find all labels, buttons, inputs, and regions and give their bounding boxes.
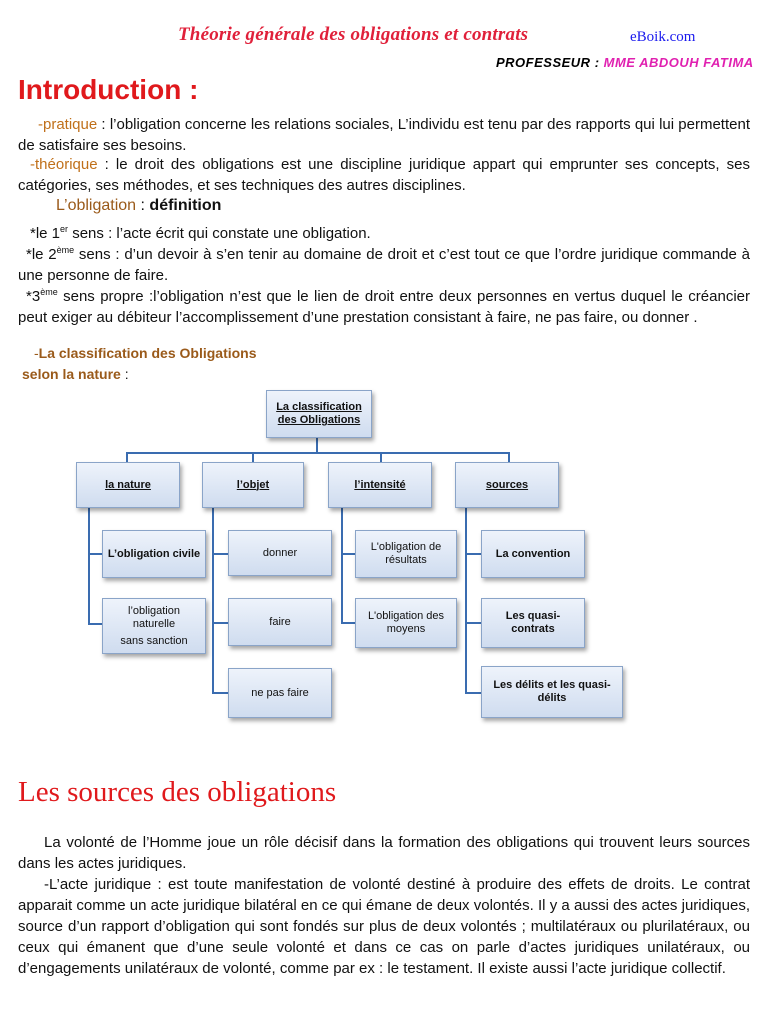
- node-intensite: [328, 462, 432, 508]
- classification-diagram: [0, 382, 768, 732]
- pratique-prefix: -: [38, 116, 43, 133]
- node-convention-label: La convention: [495, 547, 571, 560]
- theorique-text: : le droit des obligations est une discipline juridique appart qui emprunter ses concepts, ses catégories, ses méthodes, et ses techniques des autres disciplines.: [18, 156, 750, 194]
- sens3-a: *3: [26, 288, 41, 305]
- nature-line: [22, 366, 129, 382]
- sens2-a: *le 2: [26, 246, 57, 263]
- node-delits-label: Les délits et les quasi-délits: [493, 679, 611, 704]
- intensite-vertical-line: [341, 508, 343, 624]
- node-obligation-naturelle: [102, 598, 206, 654]
- classification-prefix: -: [34, 345, 39, 361]
- sens1-sup: er: [60, 224, 69, 234]
- document-title: Théorie générale des obligations et contrats: [178, 24, 529, 45]
- root-connector: [316, 438, 318, 452]
- obligation-separator: :: [136, 197, 150, 214]
- node-donner: [228, 530, 332, 576]
- node-ne-pas-faire-label: ne pas faire: [251, 686, 309, 699]
- node-faire: [228, 598, 332, 646]
- node-obligation-moyens: [355, 598, 457, 648]
- objet-tick-2: [212, 622, 228, 624]
- node-obligation-civile: [102, 530, 206, 578]
- sens1-b: sens : l’acte écrit qui constate une obligation.: [68, 225, 371, 242]
- objet-vertical-line: [212, 508, 214, 694]
- node-faire-label: faire: [269, 615, 291, 628]
- diagram-root-label: La classification des Obligations: [276, 401, 362, 426]
- sources-vertical-line: [465, 508, 467, 694]
- nature-separator: :: [120, 366, 129, 382]
- node-obligation-resultats: [355, 530, 457, 578]
- definition-term: définition: [149, 197, 222, 214]
- sens3-paragraph: [18, 282, 750, 328]
- sens3-sup: ème: [40, 287, 58, 297]
- nature-term: selon la nature: [22, 366, 121, 382]
- node-delits: [481, 666, 623, 718]
- node-obligation-resultats-label: L'obligation de résultats: [370, 541, 442, 566]
- sources-tick-3: [465, 692, 481, 694]
- site-label: eBoik.com: [630, 29, 696, 45]
- intensite-tick-2: [341, 622, 355, 624]
- professor-line: [496, 55, 754, 70]
- branch-connector-intensite: [380, 452, 382, 462]
- sources-tick-1: [465, 553, 481, 555]
- node-obligation-moyens-label: L'obligation des moyens: [367, 610, 445, 635]
- diagram-root-node: [266, 390, 372, 438]
- branch-connector-objet: [252, 452, 254, 462]
- node-donner-label: donner: [262, 546, 298, 559]
- sens1-a: *le 1: [30, 225, 61, 242]
- obligation-definition-line: [56, 197, 221, 215]
- introduction-heading: Introduction :: [18, 74, 199, 105]
- professor-label: PROFESSEUR: [496, 55, 591, 70]
- pratique-term: pratique: [43, 116, 98, 133]
- obligation-term: L’obligation: [56, 197, 137, 214]
- branch-bar: [126, 452, 510, 454]
- sources-tick-2: [465, 622, 481, 624]
- node-quasi-contrats-label: Les quasi-contrats: [505, 610, 561, 635]
- node-obligation-civile-label: L’obligation civile: [107, 547, 201, 560]
- objet-tick-3: [212, 692, 228, 694]
- node-convention: [481, 530, 585, 578]
- node-sources: [455, 462, 559, 508]
- node-la-nature-label: la nature: [105, 478, 151, 491]
- classification-term: La classification des Obligations: [38, 345, 257, 361]
- intensite-tick-1: [341, 553, 355, 555]
- pratique-paragraph: [18, 114, 750, 156]
- nature-tick-2: [88, 623, 102, 625]
- theorique-paragraph: [18, 154, 750, 196]
- node-objet-label: l’objet: [236, 478, 270, 491]
- theorique-term: théorique: [35, 156, 98, 173]
- node-sources-label: sources: [485, 478, 529, 491]
- nature-vertical-line: [88, 508, 90, 625]
- node-quasi-contrats: [481, 598, 585, 648]
- node-intensite-label: l’intensité: [354, 478, 406, 491]
- sources-paragraph-2: -L’acte juridique : est toute manifestation de volonté destiné à produire des effets de droits. Le contrat apparait comme un acte juridique bilatéral en ce qui émane de deux volontés. Il y a aussi des actes juridiques, source d’un rapport d’obligation qui sont fondés sur plus de deux volontés ; multilatéraux ou plurilatéraux, ou ceux qui émanent que d’une seule volonté et dans ce cas on parle d’actes juridiques unilatéraux, ou d’engagements unilatéraux de volonté, comme par ex : le testament. Il existe aussi l’acte juridique collectif.: [18, 876, 750, 977]
- sens2-paragraph: [18, 240, 750, 286]
- classification-line: [34, 345, 257, 361]
- professor-name: MME ABDOUH FATIMA: [603, 55, 754, 70]
- sens3-b: sens propre :l’obligation n’est que le lien de droit entre deux personnes en vertus duquel le créancier peut exiger au débiteur l’accomplissement d’une prestation consistant à faire, ne pas faire, ou donner .: [18, 288, 750, 326]
- professor-separator: :: [590, 55, 604, 70]
- sources-paragraph-1: La volonté de l’Homme joue un rôle décisif dans la formation des obligations qui trouvent leurs sources dans les actes juridiques.: [18, 834, 750, 872]
- objet-tick-1: [212, 553, 228, 555]
- node-ne-pas-faire: [228, 668, 332, 718]
- node-obligation-naturelle-label: l’obligation naturelle: [128, 604, 180, 630]
- theorique-prefix: -: [30, 156, 35, 173]
- sens2-b: sens : d’un devoir à s’en tenir au domaine de droit et c’est tout ce que l’ordre juridique commande à une personne de faire.: [18, 246, 750, 284]
- sens2-sup: ème: [56, 245, 75, 255]
- pratique-text: : l’obligation concerne les relations sociales, L’individu est tenu par des rapports qui lui permettent de satisfaire ses besoins.: [18, 116, 750, 154]
- nature-tick-1: [88, 553, 102, 555]
- node-la-nature: [76, 462, 180, 508]
- node-sans-sanction-label: sans sanction: [120, 634, 188, 647]
- node-objet: [202, 462, 304, 508]
- branch-connector-sources: [508, 452, 510, 462]
- branch-connector-nature: [126, 452, 128, 462]
- sources-heading: Les sources des obligations: [18, 776, 337, 808]
